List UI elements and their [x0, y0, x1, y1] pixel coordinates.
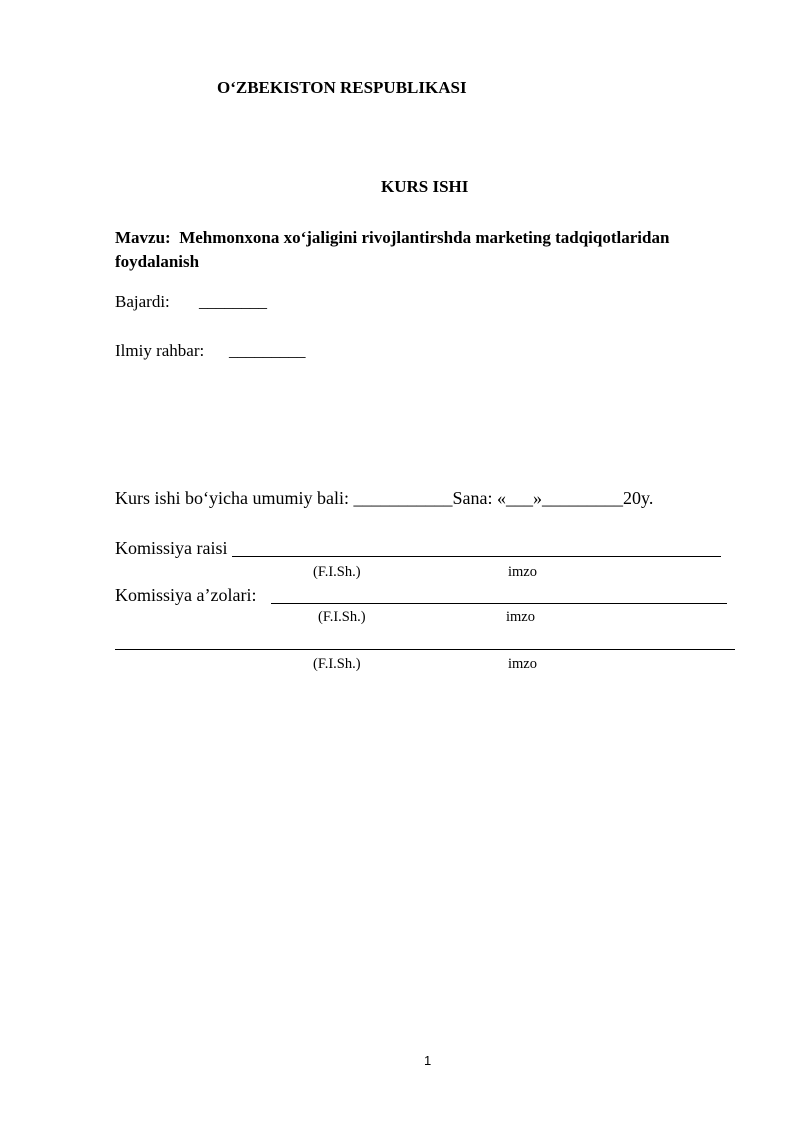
topic-text-line-2: foydalanish: [115, 252, 200, 271]
advisor-blank: _________: [229, 341, 306, 360]
document-title: KURS ISHI: [381, 177, 469, 196]
republic-heading: O‘ZBEKISTON RESPUBLIKASI: [217, 78, 467, 97]
chair-signature-caption: imzo: [508, 564, 537, 580]
topic-text-line-1: Mehmonxona xo‘jaligini rivojlantirshda marketing tadqiqotlaridan: [179, 228, 670, 247]
advisor-label: Ilmiy rahbar:: [115, 341, 205, 360]
members-signature-line-1: [271, 603, 727, 604]
score-blank: ___________: [353, 488, 453, 508]
performer-label: Bajardi:: [115, 292, 170, 311]
chair-fio-caption: (F.I.Sh.): [313, 564, 361, 580]
date-close-quote: »: [532, 488, 542, 508]
commission-chair-label: Komissiya raisi: [115, 538, 228, 558]
performer-blank: ________: [199, 292, 267, 311]
date-label: Sana:: [452, 488, 493, 508]
members-signature-caption-2: imzo: [508, 656, 537, 672]
grade-label: Kurs ishi bo‘yicha umumiy bali:: [115, 488, 349, 508]
topic-label: Mavzu:: [115, 228, 171, 247]
topic-line-1: [115, 228, 669, 248]
members-fio-caption-1: (F.I.Sh.): [318, 609, 366, 625]
day-blank: ___: [505, 488, 533, 508]
commission-members-label: Komissiya a’zolari:: [115, 585, 257, 605]
members-signature-line-2: [115, 649, 735, 650]
chair-signature-line: [232, 556, 721, 557]
year-suffix: 20y.: [622, 488, 654, 508]
page-number: 1: [424, 1053, 432, 1068]
members-signature-caption-1: imzo: [506, 609, 535, 625]
month-blank: _________: [541, 488, 623, 508]
date-open-quote: «: [496, 488, 506, 508]
members-fio-caption-2: (F.I.Sh.): [313, 656, 361, 672]
grade-line: [115, 488, 653, 509]
